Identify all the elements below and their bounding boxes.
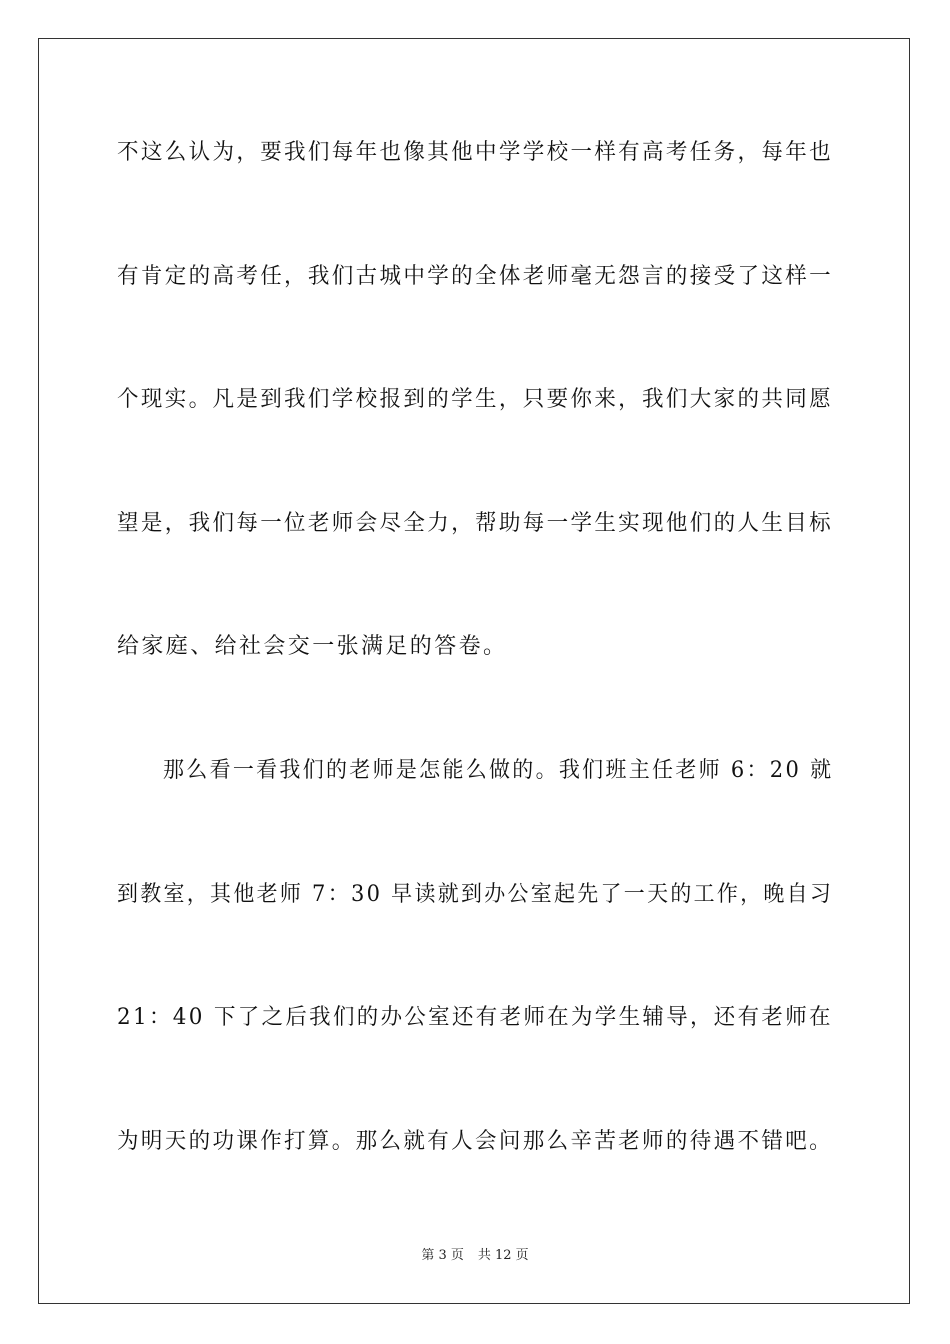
body-text-line-1: 不这么认为，要我们每年也像其他中学学校一样有高考任务，每年也 (117, 140, 833, 165)
body-text-line-3: 个现实。凡是到我们学校报到的学生，只要你来，我们大家的共同愿 (117, 387, 833, 412)
page-frame (38, 38, 910, 1304)
page-number-current: 第 3 页 (421, 1248, 464, 1263)
body-text-line-7: 到教室，其他老师 7：30 早读就到办公室起先了一天的工作，晚自习 (117, 882, 834, 907)
body-text-line-9: 为明天的功课作打算。那么就有人会问那么辛苦老师的待遇不错吧。 (117, 1129, 833, 1154)
body-text-line-6: 那么看一看我们的老师是怎能么做的。我们班主任老师 6：20 就 (163, 758, 834, 783)
body-text-line-2: 有肯定的高考任，我们古城中学的全体老师毫无怨言的接受了这样一 (117, 264, 833, 289)
page-number-total: 共 12 页 (477, 1248, 529, 1263)
body-text-line-8: 21：40 下了之后我们的办公室还有老师在为学生辅导，还有老师在 (117, 1005, 833, 1030)
body-text-line-4: 望是，我们每一位老师会尽全力，帮助每一学生实现他们的人生目标 (117, 511, 833, 536)
body-text-line-5: 给家庭、给社会交一张满足的答卷。 (117, 634, 508, 659)
page-footer (0, 1247, 950, 1265)
